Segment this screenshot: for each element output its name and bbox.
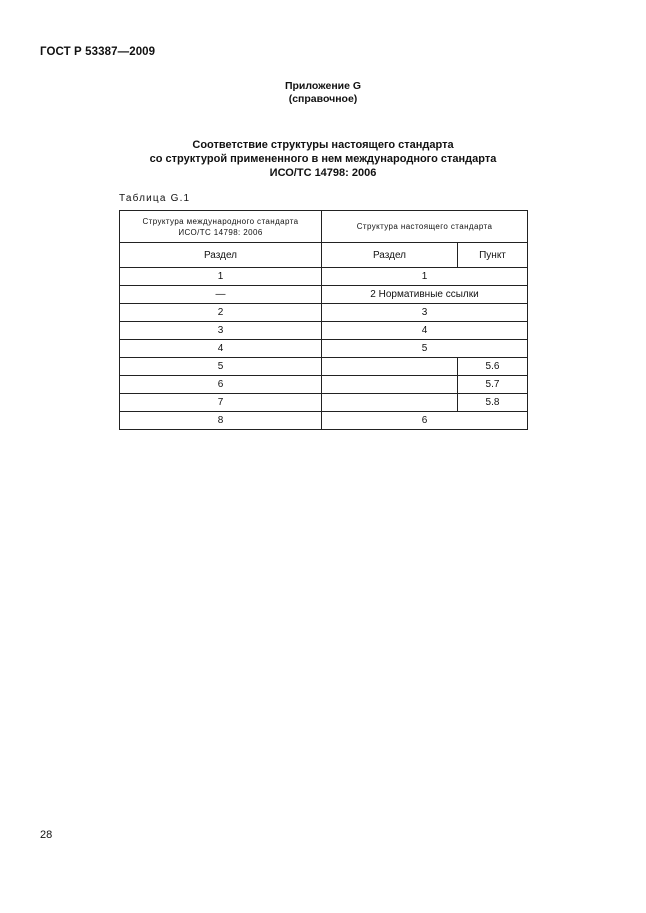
header-international-structure — [120, 211, 322, 243]
cell-national-clause: 5.8 — [458, 394, 528, 412]
table-body — [120, 268, 528, 430]
cell-intl-section: 8 — [120, 412, 322, 430]
table-row — [120, 340, 528, 358]
cell-national-clause: 5.7 — [458, 376, 528, 394]
cell-national-section: 2 Нормативные ссылки — [322, 286, 528, 304]
header-intl-line-2: ИСО/ТС 14798: 2006 — [178, 227, 263, 237]
header-intl-line-1: Структура международного стандарта — [142, 216, 299, 226]
cell-intl-section: 4 — [120, 340, 322, 358]
cell-national-section — [322, 358, 458, 376]
appendix-block — [0, 80, 646, 106]
document-code: ГОСТ Р 53387—2009 — [40, 46, 156, 58]
cell-national-section: 5 — [322, 340, 528, 358]
table-row — [120, 358, 528, 376]
cell-intl-section: 6 — [120, 376, 322, 394]
cell-national-section: 3 — [322, 304, 528, 322]
cell-intl-section: — — [120, 286, 322, 304]
table-header-row — [120, 211, 528, 243]
table-row — [120, 322, 528, 340]
structure-correspondence-table — [119, 210, 528, 430]
cell-intl-section: 1 — [120, 268, 322, 286]
table-row — [120, 286, 528, 304]
table-row — [120, 268, 528, 286]
cell-intl-section: 2 — [120, 304, 322, 322]
cell-intl-section: 7 — [120, 394, 322, 412]
subheader-punkt: Пункт — [458, 243, 528, 268]
cell-national-section: 1 — [322, 268, 528, 286]
header-national-structure: Структура настоящего стандарта — [322, 211, 528, 243]
subheader-razdel-intl: Раздел — [120, 243, 322, 268]
heading-line-2: со структурой примененного в нем международного стандарта — [149, 153, 497, 165]
cell-national-section — [322, 376, 458, 394]
cell-intl-section: 5 — [120, 358, 322, 376]
cell-national-clause: 5.6 — [458, 358, 528, 376]
cell-national-section — [322, 394, 458, 412]
heading-line-3: ИСО/ТС 14798: 2006 — [269, 167, 377, 179]
table-row — [120, 412, 528, 430]
appendix-title: Приложение G — [284, 80, 362, 92]
table-row — [120, 376, 528, 394]
table-caption: Таблица G.1 — [119, 193, 191, 204]
table-row — [120, 304, 528, 322]
page-number: 28 — [40, 829, 53, 841]
cell-national-section: 6 — [322, 412, 528, 430]
table-row — [120, 394, 528, 412]
cell-national-section: 4 — [322, 322, 528, 340]
table-subheader-row — [120, 243, 528, 268]
heading-line-1: Соответствие структуры настоящего стандарта — [192, 139, 454, 151]
subheader-razdel-national: Раздел — [322, 243, 458, 268]
appendix-subtitle: (справочное) — [288, 93, 358, 105]
cell-intl-section: 3 — [120, 322, 322, 340]
document-heading — [0, 138, 646, 180]
